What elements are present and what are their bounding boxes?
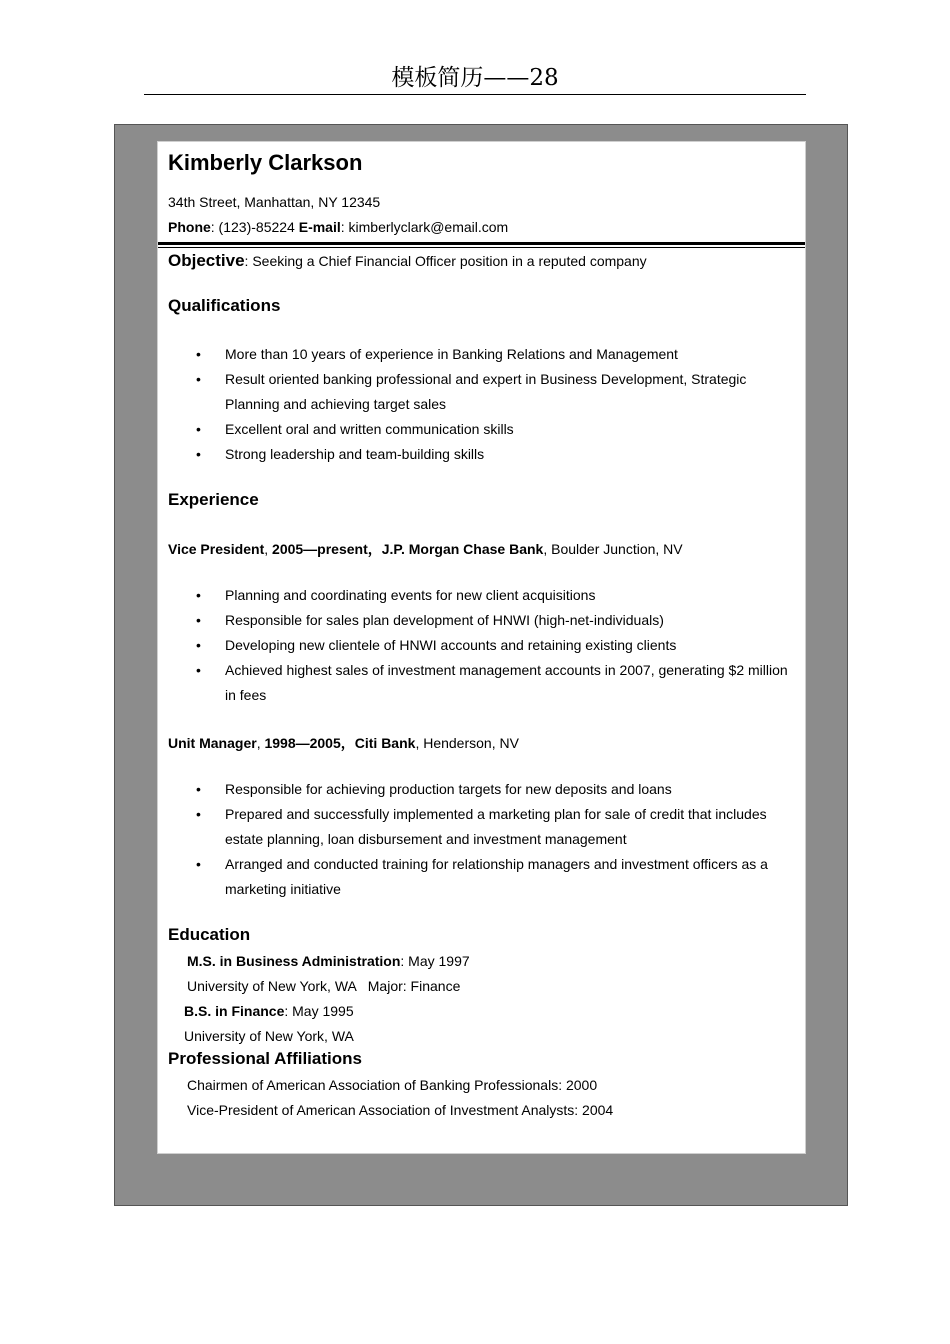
objective-text: : Seeking a Chief Financial Officer position in a reputed company xyxy=(244,253,647,269)
bullet-icon: • xyxy=(196,371,201,387)
list-item-text: More than 10 years of experience in Banking Relations and Management xyxy=(225,346,678,362)
list-item xyxy=(158,417,805,442)
resume-sheet xyxy=(157,141,806,1154)
list-item xyxy=(158,583,805,608)
qualifications-list xyxy=(158,342,805,467)
list-item xyxy=(158,342,805,367)
resume-name: Kimberly Clarkson xyxy=(168,150,363,175)
list-item-text: Planning and coordinating events for new client acquisitions xyxy=(225,587,596,603)
job-sep: , xyxy=(256,735,265,751)
list-item xyxy=(158,802,805,852)
list-item xyxy=(158,658,805,708)
list-item xyxy=(158,633,805,658)
job-location: , Boulder Junction, NV xyxy=(543,541,683,557)
list-item-text: Strong leadership and team-building skills xyxy=(225,446,485,462)
list-item xyxy=(158,442,805,467)
objective-line xyxy=(168,248,647,275)
list-item-text: Responsible for sales plan development of HNWI (high-net-individuals) xyxy=(225,612,664,628)
education-degree xyxy=(187,949,470,974)
list-item-text: Result oriented banking professional and expert in Business Development, Strategic Planning and achieving target sales xyxy=(225,371,747,412)
page-title: 模板简历——28 xyxy=(144,62,806,95)
list-item-text: Arranged and conducted training for relationship managers and investment officers as a marketing initiative xyxy=(225,856,768,897)
affiliation-item: Chairmen of American Association of Banking Professionals: 2000 xyxy=(187,1077,598,1093)
job-role: Unit Manager xyxy=(168,735,257,751)
affiliations-heading: Professional Affiliations xyxy=(168,1049,362,1068)
degree-date: : May 1995 xyxy=(284,1003,354,1019)
affiliation-item: Vice-President of American Association of Investment Analysts: 2004 xyxy=(187,1102,614,1118)
education-school: University of New York, WA Major: Finance xyxy=(187,978,461,994)
bullet-icon: • xyxy=(196,781,201,797)
education-heading: Education xyxy=(168,925,251,944)
job-2-bullets xyxy=(158,777,805,902)
bullet-icon: • xyxy=(196,446,201,462)
job-sep: , xyxy=(264,541,273,557)
bullet-icon: • xyxy=(196,806,201,822)
list-item-text: Developing new clientele of HNWI accounts and retaining existing clients xyxy=(225,637,677,653)
bullet-icon: • xyxy=(196,637,201,653)
experience-heading: Experience xyxy=(168,490,259,509)
education-school: University of New York, WA xyxy=(184,1028,354,1044)
job-1-bullets xyxy=(158,583,805,708)
bullet-icon: • xyxy=(196,856,201,872)
bullet-icon: • xyxy=(196,587,201,603)
job-title-line xyxy=(168,731,519,756)
degree-date: : May 1997 xyxy=(400,953,470,969)
degree-name: B.S. in Finance xyxy=(184,1003,285,1019)
list-item xyxy=(158,367,805,417)
bullet-icon: • xyxy=(196,612,201,628)
phone-value: : (123)-85224 xyxy=(210,219,299,235)
email-label: E-mail xyxy=(298,219,341,235)
email-value: : kimberlyclark@email.com xyxy=(340,219,509,235)
contact-line xyxy=(168,215,508,240)
list-item xyxy=(158,777,805,802)
objective-label: Objective xyxy=(168,251,245,270)
bullet-icon: • xyxy=(196,421,201,437)
degree-name: M.S. in Business Administration xyxy=(187,953,401,969)
phone-label: Phone xyxy=(168,219,211,235)
bullet-icon: • xyxy=(196,662,201,678)
list-item-text: Excellent oral and written communication skills xyxy=(225,421,514,437)
list-item xyxy=(158,852,805,902)
qualifications-heading: Qualifications xyxy=(168,296,281,315)
list-item xyxy=(158,608,805,633)
list-item-text: Achieved highest sales of investment management accounts in 2007, generating $2 million in fees xyxy=(225,662,788,703)
header-rule-thick xyxy=(158,242,805,245)
job-period: 1998—2005，Citi Bank xyxy=(264,735,416,751)
education-degree xyxy=(184,999,354,1024)
list-item-text: Responsible for achieving production targets for new deposits and loans xyxy=(225,781,672,797)
list-item-text: Prepared and successfully implemented a marketing plan for sale of credit that includes estate planning, loan disbursement and investment management xyxy=(225,806,767,847)
job-role: Vice President xyxy=(168,541,265,557)
address: 34th Street, Manhattan, NY 12345 xyxy=(168,194,381,210)
job-location: , Henderson, NV xyxy=(415,735,519,751)
job-period: 2005—present，J.P. Morgan Chase Bank xyxy=(272,541,544,557)
bullet-icon: • xyxy=(196,346,201,362)
job-title-line xyxy=(168,537,683,562)
